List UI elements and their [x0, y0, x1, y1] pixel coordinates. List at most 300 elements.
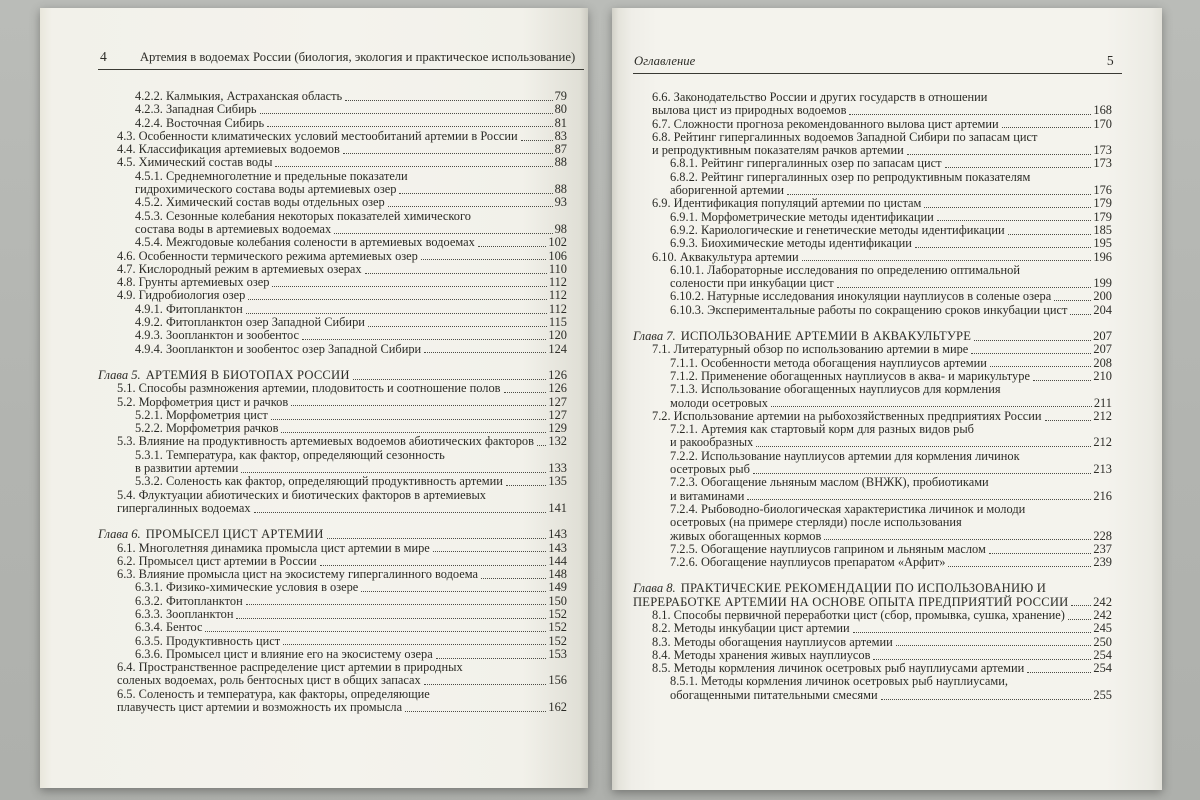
toc-entry-text: 6.9.2. Кариологические и генетические методы идентификации: [670, 222, 1005, 237]
toc-entry-text: 6.3.1. Физико-химические условия в озере: [135, 580, 359, 595]
toc-entry: [135, 196, 567, 209]
toc-entry: [135, 608, 567, 621]
dot-leader: [787, 194, 1091, 195]
toc-entry-text: 6.3.3. Зоопланктон: [135, 606, 234, 621]
dot-leader: [873, 659, 1091, 660]
dot-leader: [989, 553, 1092, 554]
toc-entry: [652, 343, 1112, 356]
toc-entry: [135, 581, 567, 594]
toc-chapter-entry: [98, 528, 567, 541]
toc-entry-line: [633, 330, 1112, 343]
dot-leader: [1070, 314, 1091, 315]
toc-page-ref: 204: [1093, 302, 1112, 317]
toc-entry-line: [652, 104, 1112, 117]
toc-entry: [117, 396, 567, 409]
toc-page-ref: 124: [548, 341, 567, 356]
toc-entry-text: 5.1. Способы размножения артемии, плодовитость и соотношение полов: [117, 381, 501, 396]
toc-entry-text: 7.2.5. Обогащение науплиусов гаприном и льняным маслом: [670, 541, 986, 556]
toc-page-ref: 255: [1093, 687, 1112, 702]
toc-entry-text: ИСПОЛЬЗОВАНИЕ АРТЕМИИ В АКВАКУЛЬТУРЕ: [680, 329, 972, 344]
dot-leader: [1071, 605, 1091, 606]
toc-entry-text: 7.1.3. Использование обогащенных науплиусов для кормления: [670, 382, 1001, 397]
toc-entry: [117, 661, 567, 688]
toc-page-ref: 250: [1093, 634, 1112, 649]
dot-leader: [246, 313, 547, 314]
toc-entry: [135, 422, 567, 435]
toc-page-ref: 150: [548, 593, 567, 608]
toc-entry: [670, 556, 1112, 569]
toc-entry-text: 4.2.4. Восточная Сибирь: [135, 115, 265, 130]
dot-leader: [246, 604, 547, 605]
toc-entry-text: 7.1.2. Применение обогащенных науплиусов в аква- и марикультуре: [670, 368, 1030, 383]
toc-entry: [670, 290, 1112, 303]
toc-entry-text: 8.1. Способы первичной переработки цист (сбор, промывка, сушка, хранение): [652, 607, 1065, 622]
toc-entry: [652, 118, 1112, 131]
toc-page-ref: 168: [1093, 103, 1112, 118]
dot-leader: [291, 405, 546, 406]
toc-entry-line: [670, 516, 1112, 529]
toc-entry-line: [670, 290, 1112, 303]
toc-page-ref: 152: [548, 633, 567, 648]
toc-page-ref: 212: [1093, 408, 1112, 423]
chapter-prefix: Глава 8.: [633, 581, 676, 596]
toc-page-ref: 185: [1093, 222, 1112, 237]
toc-page-ref: 207: [1093, 342, 1112, 357]
toc-entry: [670, 423, 1112, 450]
dot-leader: [433, 551, 547, 552]
toc-entry-line: [670, 476, 1112, 489]
chapter-prefix: Глава 7.: [633, 329, 676, 344]
toc-entry-text: 4.4. Классификация артемиевых водоемов: [117, 142, 340, 157]
toc-entry-text: 4.9.2. Фитопланктон озер Западной Сибири: [135, 315, 365, 330]
toc-chapter-entry: [633, 582, 1112, 609]
toc-entry-text: 4.5.4. Межгодовые колебания солености в артемиевых водоемах: [135, 235, 475, 250]
toc-entry-text: 8.2. Методы инкубации цист артемии: [652, 621, 850, 636]
toc-entry: [135, 90, 567, 103]
toc-entry-text: 4.9. Гидробиология озер: [117, 288, 246, 303]
toc-entry-line: [670, 383, 1112, 396]
toc-entry-line: [633, 596, 1112, 609]
toc-entry-line: [135, 183, 567, 196]
toc-page-ref: 127: [548, 394, 567, 409]
toc-entry: [117, 276, 567, 289]
toc-entry-text: 6.8.1. Рейтинг гипергалинных озер по запасам цист: [670, 156, 942, 171]
toc-entry-text: 8.4. Методы хранения живых науплиусов: [652, 647, 871, 662]
toc-entry-text: 8.5.1. Методы кормления личинок осетровых рыб науплиусами,: [670, 674, 1009, 689]
toc-entry: [135, 449, 567, 476]
toc-page-ref: 83: [554, 128, 567, 143]
dot-leader: [1068, 619, 1092, 620]
toc-entry-text: 8.5. Методы кормления личинок осетровых рыб науплиусами артемии: [652, 661, 1025, 676]
toc-entry: [117, 156, 567, 169]
toc-page-ref: 179: [1093, 196, 1112, 211]
toc-page-ref: 143: [548, 540, 567, 555]
toc-page-ref: 110: [548, 261, 567, 276]
page-number: 5: [1106, 53, 1114, 68]
toc-entry-line: [135, 170, 567, 183]
toc-entry-line: [652, 144, 1112, 157]
toc-entry-line: [670, 184, 1112, 197]
dot-leader: [405, 711, 546, 712]
dot-leader: [478, 246, 547, 247]
toc-entry: [117, 489, 567, 516]
toc-entry-line: [135, 117, 567, 130]
toc-entry-line: [135, 475, 567, 488]
toc-chapter-entry: [98, 369, 567, 382]
toc-entry-line: [135, 621, 567, 634]
toc-entry: [135, 236, 567, 249]
toc-entry-text: 4.7. Кислородный режим в артемиевых озерах: [117, 261, 362, 276]
toc-page-ref: 173: [1093, 156, 1112, 171]
toc-page-ref: 239: [1093, 555, 1112, 570]
toc-page-ref: 208: [1093, 355, 1112, 370]
toc-entry: [670, 171, 1112, 198]
dot-leader: [424, 684, 547, 685]
toc-entry-line: [135, 223, 567, 236]
dot-leader: [320, 565, 547, 566]
toc-entry-line: [117, 396, 567, 409]
toc-entry: [670, 264, 1112, 291]
dot-leader: [802, 260, 1092, 261]
toc-entry-line: [135, 449, 567, 462]
toc-entry-line: [135, 422, 567, 435]
toc-entry-text: 6.10.2. Натурные исследования инокуляции науплиусов в соленые озера: [670, 289, 1052, 304]
toc-entry-text: 5.2.2. Морфометрия рачков: [135, 421, 279, 436]
toc-page-ref: 195: [1093, 236, 1112, 251]
toc-page-ref: 135: [548, 474, 567, 489]
toc-entry-line: [670, 436, 1112, 449]
toc-entry: [135, 103, 567, 116]
toc-page-ref: 173: [1093, 143, 1112, 158]
toc-entry-text: живых обогащенных кормов: [670, 528, 822, 543]
toc-entry-line: [117, 568, 567, 581]
toc-entry: [652, 131, 1112, 158]
dot-leader: [343, 153, 553, 154]
toc-entry: [670, 450, 1112, 477]
toc-entry: [652, 609, 1112, 622]
dot-leader: [283, 644, 546, 645]
dot-leader: [205, 631, 546, 632]
toc-entry-line: [652, 622, 1112, 635]
toc-entry-line: [117, 289, 567, 302]
toc-entry-text: 6.10.3. Экспериментальные работы по сокращению сроков инкубации цист: [670, 302, 1068, 317]
dot-leader: [275, 166, 552, 167]
toc-page-ref: 237: [1093, 541, 1112, 556]
toc-entry: [117, 250, 567, 263]
toc-entry: [652, 91, 1112, 118]
dot-leader: [388, 206, 553, 207]
toc-page-ref: 216: [1093, 488, 1112, 503]
dot-leader: [837, 287, 1092, 288]
toc-entry-line: [670, 224, 1112, 237]
dot-leader: [974, 340, 1091, 341]
dot-leader: [537, 445, 546, 446]
toc-entry-text: ПЕРЕРАБОТКЕ АРТЕМИИ НА ОСНОВЕ ОПЫТА ПРЕДПРИЯТИЙ РОССИИ: [633, 594, 1069, 609]
toc-entry: [117, 568, 567, 581]
toc-entry-text: и ракообразных: [670, 435, 754, 450]
toc-page-ref: 153: [548, 646, 567, 661]
toc-entry-line: [670, 530, 1112, 543]
chapter-prefix: Глава 5.: [98, 367, 141, 382]
toc-entry-line: [117, 502, 567, 515]
left-page-header: [40, 8, 588, 65]
toc-entry-line: [670, 211, 1112, 224]
toc-page-ref: 80: [554, 102, 567, 117]
toc-entry-line: [670, 237, 1112, 250]
toc-entry-line: [117, 701, 567, 714]
toc-entry: [117, 542, 567, 555]
dot-leader: [771, 406, 1092, 407]
toc-entry-line: [117, 130, 567, 143]
toc-entry-text: 4.8. Грунты артемиевых озер: [117, 275, 270, 290]
toc-page-ref: 228: [1093, 528, 1112, 543]
toc-entry-line: [117, 143, 567, 156]
toc-entry-text: 7.1. Литературный обзор по использованию артемии в мире: [652, 342, 969, 357]
toc-entry: [670, 237, 1112, 250]
toc-entry-line: [670, 277, 1112, 290]
toc-entry: [670, 675, 1112, 702]
toc-entry-text: 6.9.1. Морфометрические методы идентификации: [670, 209, 934, 224]
dot-leader: [236, 618, 546, 619]
toc-entry: [670, 476, 1112, 503]
dot-leader: [424, 352, 546, 353]
toc-entry: [135, 621, 567, 634]
toc-page-ref: 212: [1093, 435, 1112, 450]
toc-page-ref: 196: [1093, 249, 1112, 264]
toc-entry: [652, 649, 1112, 662]
toc-entry-line: [670, 556, 1112, 569]
toc-entry-text: 5.3. Влияние на продуктивность артемиевых водоемов абиотических факторов: [117, 434, 534, 449]
toc-page-ref: 143: [548, 527, 567, 542]
dot-leader: [881, 699, 1092, 700]
toc-entry: [670, 211, 1112, 224]
toc-entry-text: молоди осетровых: [670, 395, 768, 410]
toc-entry-line: [670, 490, 1112, 503]
toc-entry-text: 5.3.1. Температура, как фактор, определяющий сезонность: [135, 447, 445, 462]
toc-entry-line: [117, 435, 567, 448]
toc-entry-text: и репродуктивным показателям рачков артемии: [652, 143, 904, 158]
dot-leader: [824, 539, 1091, 540]
dot-leader: [281, 432, 546, 433]
toc-page-ref: 213: [1093, 462, 1112, 477]
toc-page-ref: 149: [548, 580, 567, 595]
toc-entry-line: [633, 582, 1112, 595]
toc-entry-line: [135, 343, 567, 356]
dot-leader: [353, 379, 546, 380]
toc-page-ref: 162: [548, 700, 567, 715]
toc-entry-text: 5.3.2. Соленость как фактор, определяющий продуктивность артемии: [135, 474, 503, 489]
toc-entry-line: [652, 197, 1112, 210]
toc-page-ref: 242: [1093, 607, 1112, 622]
chapter-prefix: Глава 6.: [98, 527, 141, 542]
toc-entry-text: 4.9.4. Зоопланктон и зообентос озер Западной Сибири: [135, 341, 422, 356]
toc-entry-line: [652, 649, 1112, 662]
dot-leader: [248, 299, 547, 300]
toc-entry-line: [117, 542, 567, 555]
dot-leader: [272, 286, 546, 287]
toc-entry: [117, 130, 567, 143]
toc-page-ref: 132: [548, 434, 567, 449]
toc-page-ref: 156: [548, 673, 567, 688]
dot-leader: [1008, 234, 1092, 235]
right-page: [612, 8, 1162, 790]
toc-entry-line: [135, 316, 567, 329]
toc-entry-text: 6.3. Влияние промысла цист на экосистему гипергалинного водоема: [117, 567, 479, 582]
toc-entry-line: [670, 450, 1112, 463]
toc-entry: [117, 143, 567, 156]
toc-entry-text: аборигенной артемии: [670, 183, 784, 198]
toc-entry: [117, 382, 567, 395]
toc-page-ref: 242: [1093, 594, 1112, 609]
toc-page-ref: 254: [1093, 661, 1112, 676]
toc-entry-text: 4.5. Химический состав воды: [117, 155, 273, 170]
toc-entry-text: 7.2.4. Рыбоводно-биологическая характеристика личинок и молоди: [670, 501, 1026, 516]
toc-page-ref: 102: [548, 235, 567, 250]
dot-leader: [254, 512, 547, 513]
dot-leader: [853, 632, 1092, 633]
toc-entry-text: ПРАКТИЧЕСКИЕ РЕКОМЕНДАЦИИ ПО ИСПОЛЬЗОВАНИЮ И: [680, 581, 1047, 596]
toc-entry-text: 7.2.2. Использование науплиусов артемии для кормления личинок: [670, 448, 1020, 463]
toc-entry-line: [135, 90, 567, 103]
toc-page-ref: 112: [548, 275, 567, 290]
toc-entry-text: 6.10.1. Лабораторные исследования по определению оптимальной: [670, 262, 1020, 277]
toc-entry-line: [670, 397, 1112, 410]
toc-entry-text: 4.9.3. Зоопланктон и зообентос: [135, 328, 300, 343]
dot-leader: [948, 566, 1091, 567]
toc-page-ref: 152: [548, 620, 567, 635]
dot-leader: [504, 392, 547, 393]
toc-entry-line: [135, 462, 567, 475]
toc-entry: [135, 409, 567, 422]
dot-leader: [937, 220, 1092, 221]
toc-entry-text: 7.2. Использование артемии на рыбохозяйственных предприятиях России: [652, 408, 1042, 423]
toc-page-ref: 211: [1093, 395, 1112, 410]
running-title: Артемия в водоемах России (биология, экология и практическое использование): [139, 50, 576, 64]
toc-entry: [670, 224, 1112, 237]
toc-page-ref: 112: [548, 288, 567, 303]
toc-entry: [135, 595, 567, 608]
toc-page-ref: 152: [548, 606, 567, 621]
toc-entry-text: АРТЕМИЯ В БИОТОПАХ РОССИИ: [145, 367, 350, 382]
dot-leader: [436, 658, 547, 659]
toc-page-ref: 207: [1093, 329, 1112, 344]
toc-page-ref: 176: [1093, 183, 1112, 198]
toc-entry: [135, 316, 567, 329]
toc-entry: [670, 304, 1112, 317]
toc-page-ref: 88: [554, 182, 567, 197]
toc-entry-line: [135, 608, 567, 621]
dot-leader: [521, 140, 553, 141]
toc-page-ref: 133: [548, 461, 567, 476]
toc-entry: [652, 197, 1112, 210]
dot-leader: [1002, 127, 1092, 128]
toc-entry-text: ПРОМЫСЕЛ ЦИСТ АРТЕМИИ: [145, 527, 324, 542]
toc-page-ref: 129: [548, 421, 567, 436]
toc-entry: [135, 117, 567, 130]
toc-entry-line: [135, 581, 567, 594]
toc-entry-text: 6.3.2. Фитопланктон: [135, 593, 243, 608]
toc-chapter-entry: [633, 330, 1112, 343]
toc-entry: [135, 475, 567, 488]
toc-page-ref: 120: [548, 328, 567, 343]
running-title: Оглавление: [634, 54, 696, 68]
toc-entry-text: плавучесть цист артемии и возможность их промысла: [117, 700, 403, 715]
toc-entry-text: 4.3. Особенности климатических условий местообитаний артемии в России: [117, 128, 518, 143]
toc-entry-text: 6.3.5. Продуктивность цист: [135, 633, 281, 648]
toc-entry-text: 6.4. Пространственное распределение цист артемии в природных: [117, 660, 463, 675]
toc-entry-text: и витаминами: [670, 488, 745, 503]
toc-entry-line: [117, 276, 567, 289]
toc-entry-line: [670, 157, 1112, 170]
toc-entry-line: [652, 251, 1112, 264]
toc-page-ref: 88: [554, 155, 567, 170]
toc-entry: [135, 210, 567, 237]
toc-entry-text: 6.3.4. Бентос: [135, 620, 203, 635]
toc-entry-text: 6.5. Соленость и температура, как факторы, определяющие: [117, 686, 430, 701]
dot-leader: [368, 326, 547, 327]
toc-entry-text: 6.2. Промысел цист артемии в России: [117, 553, 317, 568]
toc-entry-text: 8.3. Методы обогащения науплиусов артемии: [652, 634, 893, 649]
toc-entry: [652, 410, 1112, 423]
toc-entry: [135, 635, 567, 648]
toc-entry-line: [652, 609, 1112, 622]
dot-leader: [506, 485, 547, 486]
toc-entry-text: 6.10. Аквакультура артемии: [652, 249, 799, 264]
toc-entry-line: [670, 463, 1112, 476]
toc-entry-line: [670, 264, 1112, 277]
toc-entries: [40, 70, 588, 714]
toc-entry-text: 6.1. Многолетняя динамика промысла цист артемии в мире: [117, 540, 430, 555]
left-page: [40, 8, 588, 788]
toc-entry: [135, 170, 567, 197]
dot-leader: [1054, 300, 1091, 301]
toc-page-ref: 112: [548, 301, 567, 316]
toc-entry-text: обогащенными питательными смесями: [670, 687, 878, 702]
toc-entry-line: [670, 304, 1112, 317]
toc-entry-text: солености при инкубации цист: [670, 276, 834, 291]
toc-entry: [135, 648, 567, 661]
dot-leader: [260, 113, 553, 114]
toc-entry-text: 5.2.1. Морфометрия цист: [135, 407, 268, 422]
toc-page-ref: 199: [1093, 276, 1112, 291]
toc-entry-text: вылова цист из природных водоемов: [652, 103, 847, 118]
toc-entry-text: 7.2.1. Артемия как стартовый корм для разных видов рыб: [670, 422, 974, 437]
dot-leader: [915, 247, 1092, 248]
dot-leader: [267, 126, 552, 127]
toc-entry-line: [135, 303, 567, 316]
dot-leader: [1027, 672, 1091, 673]
toc-entry-line: [670, 423, 1112, 436]
toc-entry: [652, 636, 1112, 649]
right-page-header: [612, 8, 1162, 69]
dot-leader: [481, 578, 546, 579]
toc-entry-line: [670, 503, 1112, 516]
toc-entry-line: [135, 210, 567, 223]
toc-entry: [117, 435, 567, 448]
dot-leader: [990, 366, 1092, 367]
toc-entry-text: состава воды в артемиевых водоемах: [135, 221, 332, 236]
dot-leader: [1045, 420, 1092, 421]
dot-leader: [361, 591, 546, 592]
dot-leader: [1033, 380, 1091, 381]
toc-entry: [117, 289, 567, 302]
dot-leader: [345, 100, 552, 101]
page-number: 4: [100, 49, 108, 64]
toc-entry-line: [117, 555, 567, 568]
toc-entry-line: [135, 236, 567, 249]
toc-entry-line: [652, 410, 1112, 423]
dot-leader: [907, 154, 1092, 155]
